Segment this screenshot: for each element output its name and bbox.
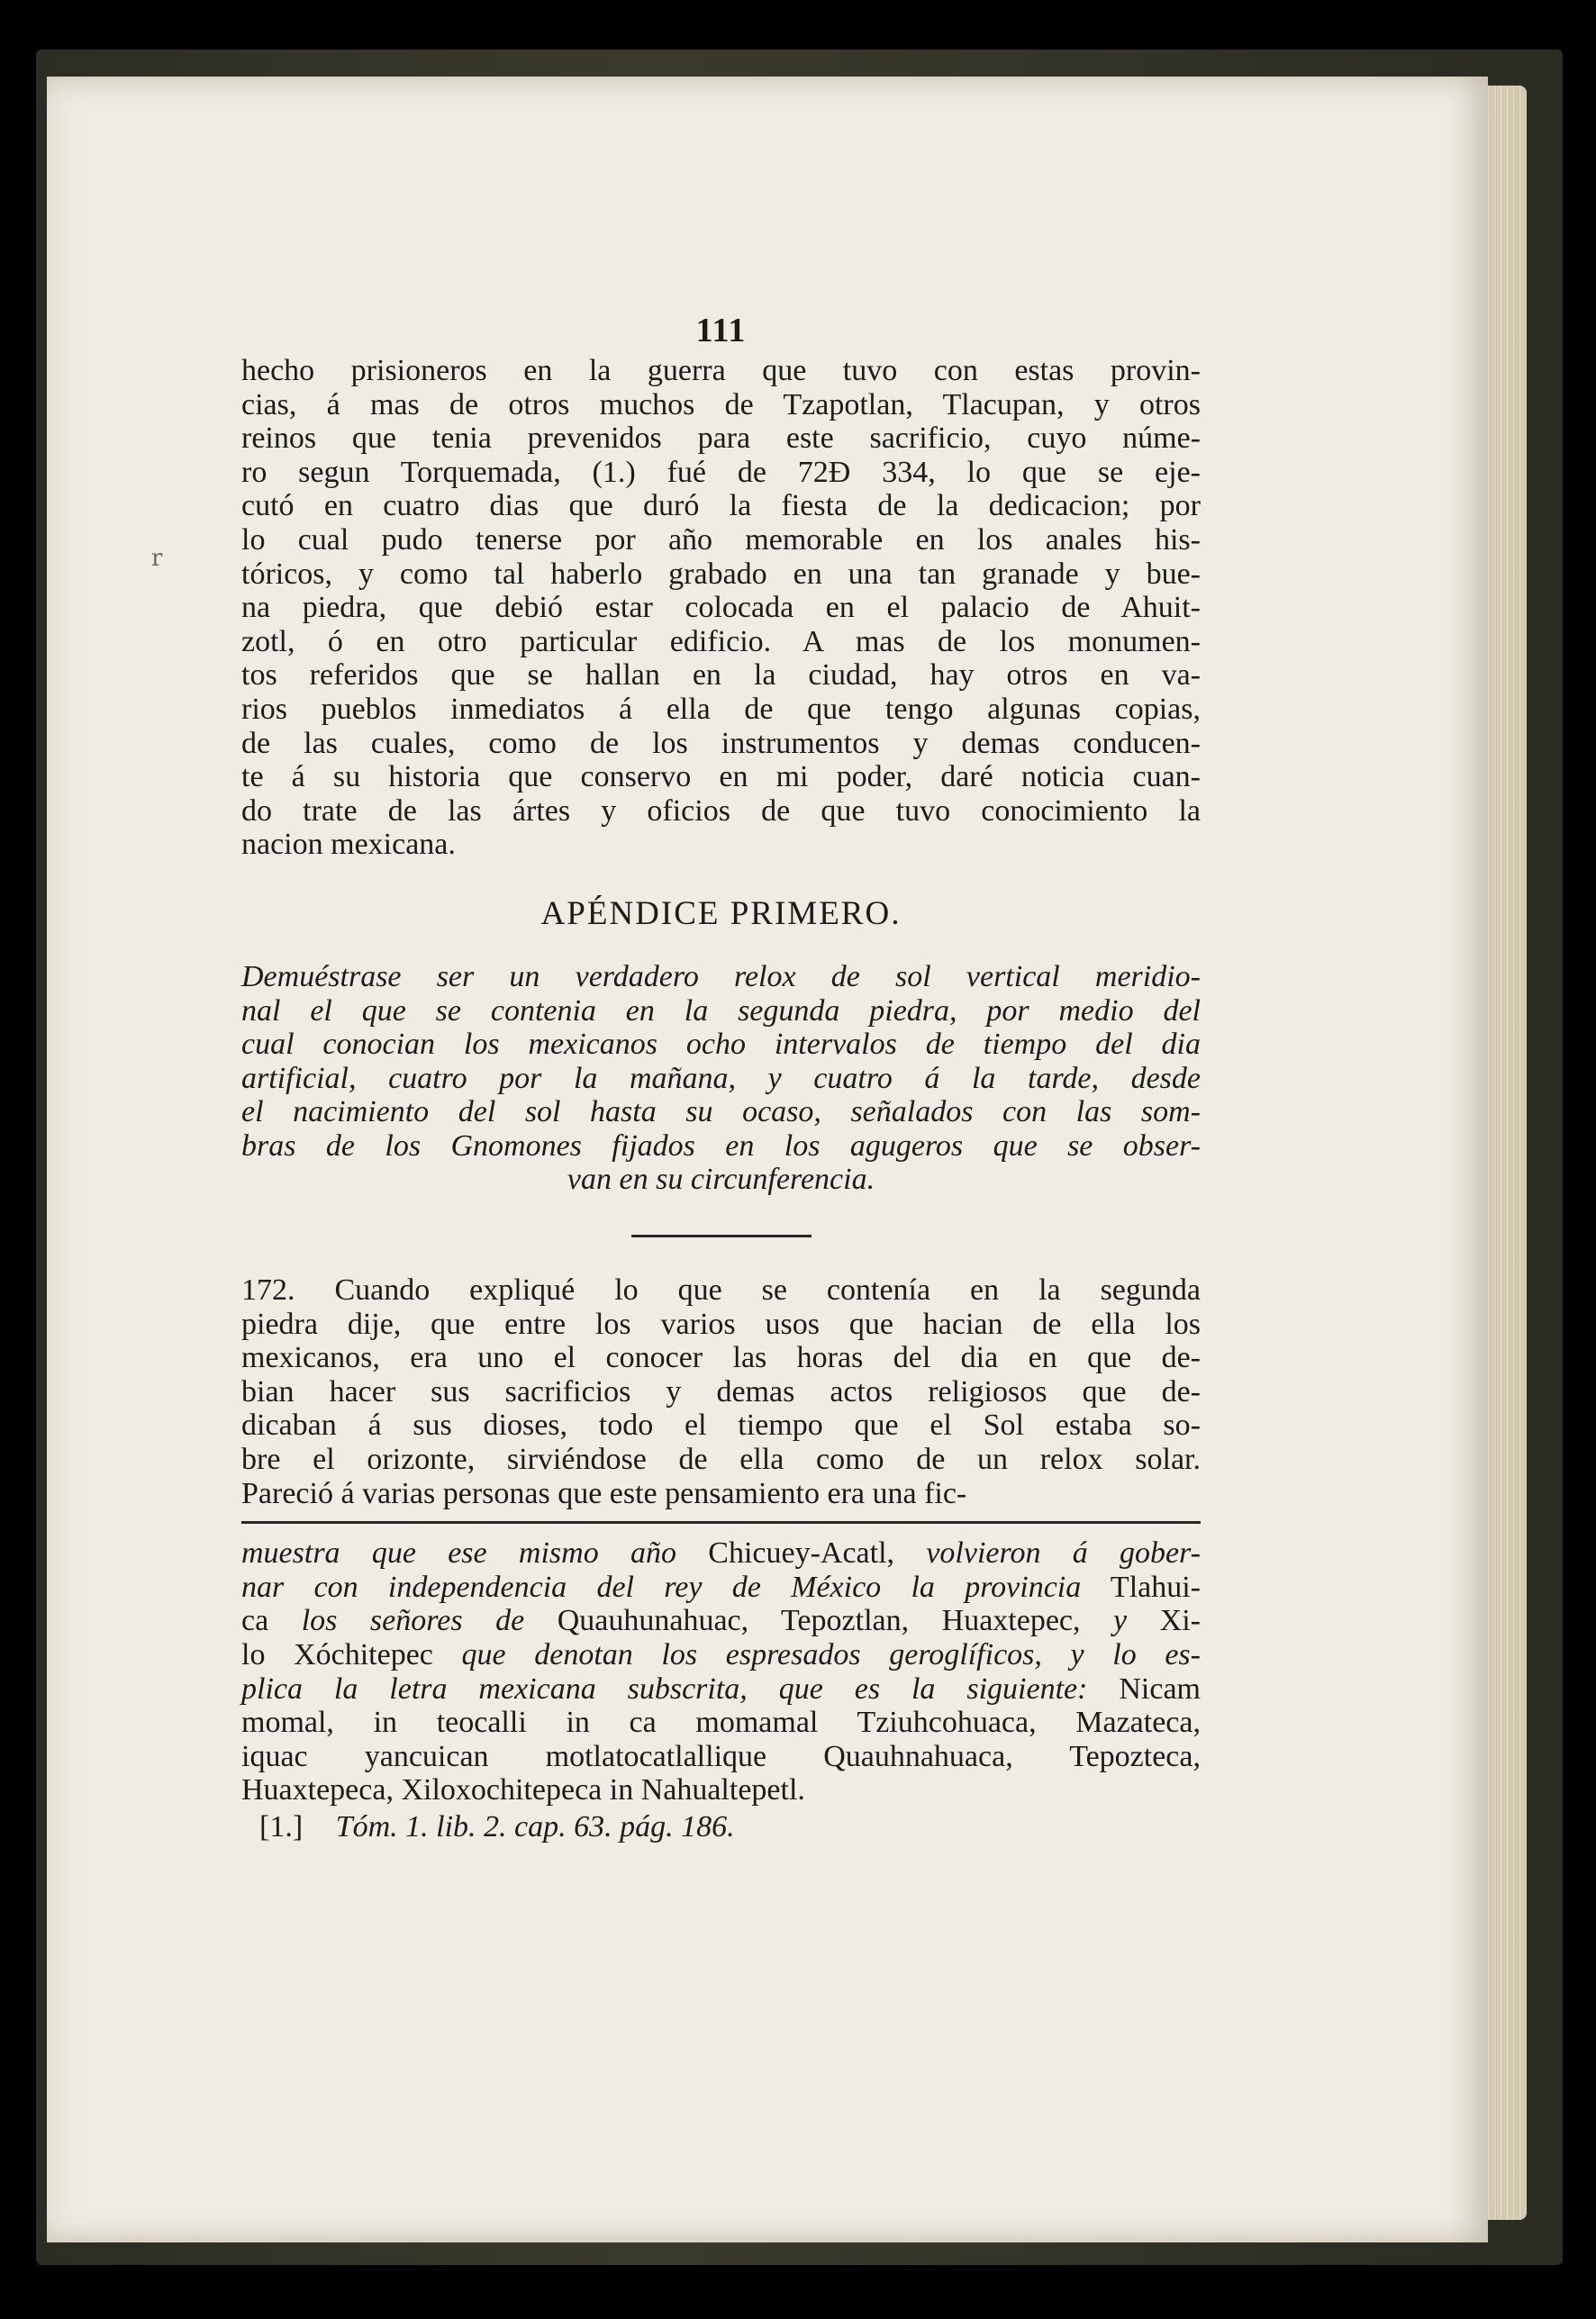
text-block: [241, 311, 1201, 1845]
appendix-title: APÉNDICE PRIMERO.: [540, 894, 902, 932]
footnote-segment: Xi-: [1127, 1604, 1201, 1638]
body-line: reinos que tenia prevenidos para este sacrificio, cuyo núme-: [241, 421, 1201, 456]
footnote: [241, 1536, 1201, 1807]
body-line: rios pueblos inmediatos á ella de que tengo algunas copias,: [241, 692, 1201, 726]
body-line: cias, á mas de otros muchos de Tzapotlan, Tlacupan, y otros: [241, 387, 1201, 421]
body-line: nacion mexicana.: [241, 828, 456, 862]
footnote-segment: los señores de: [301, 1604, 525, 1638]
body-line: lo cual pudo tenerse por año memorable en los anales his-: [241, 522, 1201, 557]
footnote-segment: Huaxtepeca, Xiloxochitepeca in Nahualtepetl.: [241, 1773, 805, 1807]
paragraph-line: Pareció á varias personas que este pensamiento era una fic-: [241, 1476, 967, 1510]
summary-line: el nacimiento del sol hasta su ocaso, señalados con las som-: [241, 1095, 1201, 1129]
paragraph-line: piedra dije, que entre los varios usos que hacian de ella los: [241, 1307, 1201, 1341]
footnote-segment: Quauhunahuac, Tepoztlan, Huaxtepec,: [524, 1604, 1114, 1638]
body-line: ro segun Torquemada, (1.) fué de 72Đ 334, lo que se eje-: [241, 455, 1201, 489]
footnote-line: [241, 1536, 1201, 1571]
appendix-summary: [241, 960, 1201, 1197]
summary-line: artificial, cuatro por la mañana, y cuatro á la tarde, desde: [241, 1061, 1201, 1095]
summary-line: cual conocian los mexicanos ocho intervalos de tiempo del dia: [241, 1028, 1201, 1062]
footnote-mark: [1.]: [259, 1809, 304, 1843]
body-line: na piedra, que debió estar colocada en el palacio de Ahuit-: [241, 591, 1201, 625]
paragraph-172: [241, 1273, 1201, 1510]
footnote-segment: volvieron á gober-: [926, 1536, 1201, 1571]
footnote-rule: [241, 1521, 1201, 1524]
footnote-segment: y: [1113, 1604, 1128, 1638]
body-text: [241, 354, 1201, 862]
footnote-line: [241, 1672, 1201, 1707]
summary-line: bras de los Gnomones fijados en los agugeros que se obser-: [241, 1128, 1201, 1163]
footnote-segment: nar con independencia del rey de México la provincia: [241, 1570, 1082, 1604]
body-line: tóricos, y como tal haberlo grabado en una tan granade y bue-: [241, 557, 1201, 591]
footnote-segment: plica la letra mexicana subscrita, que es la siguiente:: [241, 1671, 1088, 1706]
paragraph-line: bian hacer sus sacrificios y demas actos religiosos que de-: [241, 1374, 1201, 1409]
body-line: do trate de las ártes y oficios de que tuvo conocimiento la: [241, 793, 1201, 828]
footnote-line: [241, 1638, 1201, 1672]
footnote-citation: Tóm. 1. lib. 2. cap. 63. pág. 186.: [335, 1809, 735, 1843]
body-line: tos referidos que se hallan en la ciudad, hay otros en va-: [241, 658, 1201, 693]
summary-line: nal el que se contenia en la segunda piedra, por medio del: [241, 993, 1201, 1028]
paragraph-line: 172. Cuando expliqué lo que se contenía en la segunda: [241, 1273, 1201, 1308]
body-line: zotl, ó en otro particular edificio. A mas de los monumen-: [241, 624, 1201, 658]
footnote-segment: momal, in teocalli in ca momamal Tziuhcohuaca, Mazateca,: [241, 1706, 1201, 1740]
body-line: te á su historia que conservo en mi poder, daré noticia cuan-: [241, 760, 1201, 794]
footnote-reference: [241, 1809, 1201, 1845]
section-divider: [631, 1235, 812, 1237]
footnote-line: [241, 1706, 1201, 1740]
body-line: cutó en cuatro dias que duró la fiesta de la dedicacion; por: [241, 489, 1201, 523]
footnote-segment: ca: [241, 1604, 302, 1638]
page-number: 111: [695, 312, 747, 349]
paragraph-line: bre el orizonte, sirviéndose de ella como de un relox solar.: [241, 1443, 1201, 1477]
footnote-segment: que denotan los espresados geroglíficos, y lo es-: [461, 1638, 1201, 1671]
footnote-line: [241, 1571, 1201, 1605]
paragraph-line: dicaban á sus dioses, todo el tiempo que el Sol estaba so-: [241, 1409, 1201, 1443]
summary-line: van en su circunferencia.: [567, 1163, 875, 1197]
footnote-segment: Tlahui-: [1081, 1570, 1202, 1604]
body-line: hecho prisioneros en la guerra que tuvo con estas provin-: [241, 354, 1201, 387]
paragraph-line: mexicanos, era uno el conocer las horas del dia en que de-: [241, 1341, 1201, 1375]
body-line: de las cuales, como de los instrumentos y demas conducen-: [241, 726, 1201, 760]
margin-mark: r: [151, 545, 163, 572]
footnote-segment: lo Xóchitepec: [241, 1638, 462, 1671]
footnote-segment: iquac yancuican motlatocatlallique Quauhnahuaca, Tepozteca,: [241, 1739, 1201, 1773]
summary-line: Demuéstrase ser un verdadero relox de sol vertical meridio-: [241, 959, 1201, 993]
footnote-line: [241, 1604, 1201, 1638]
footnote-segment: Nicam: [1087, 1671, 1201, 1706]
footnote-line: [241, 1773, 1201, 1807]
footnote-segment: muestra que ese mismo año: [241, 1536, 676, 1571]
footnote-line: [241, 1740, 1201, 1774]
footnote-segment: Chicuey-Acatl,: [676, 1536, 927, 1571]
